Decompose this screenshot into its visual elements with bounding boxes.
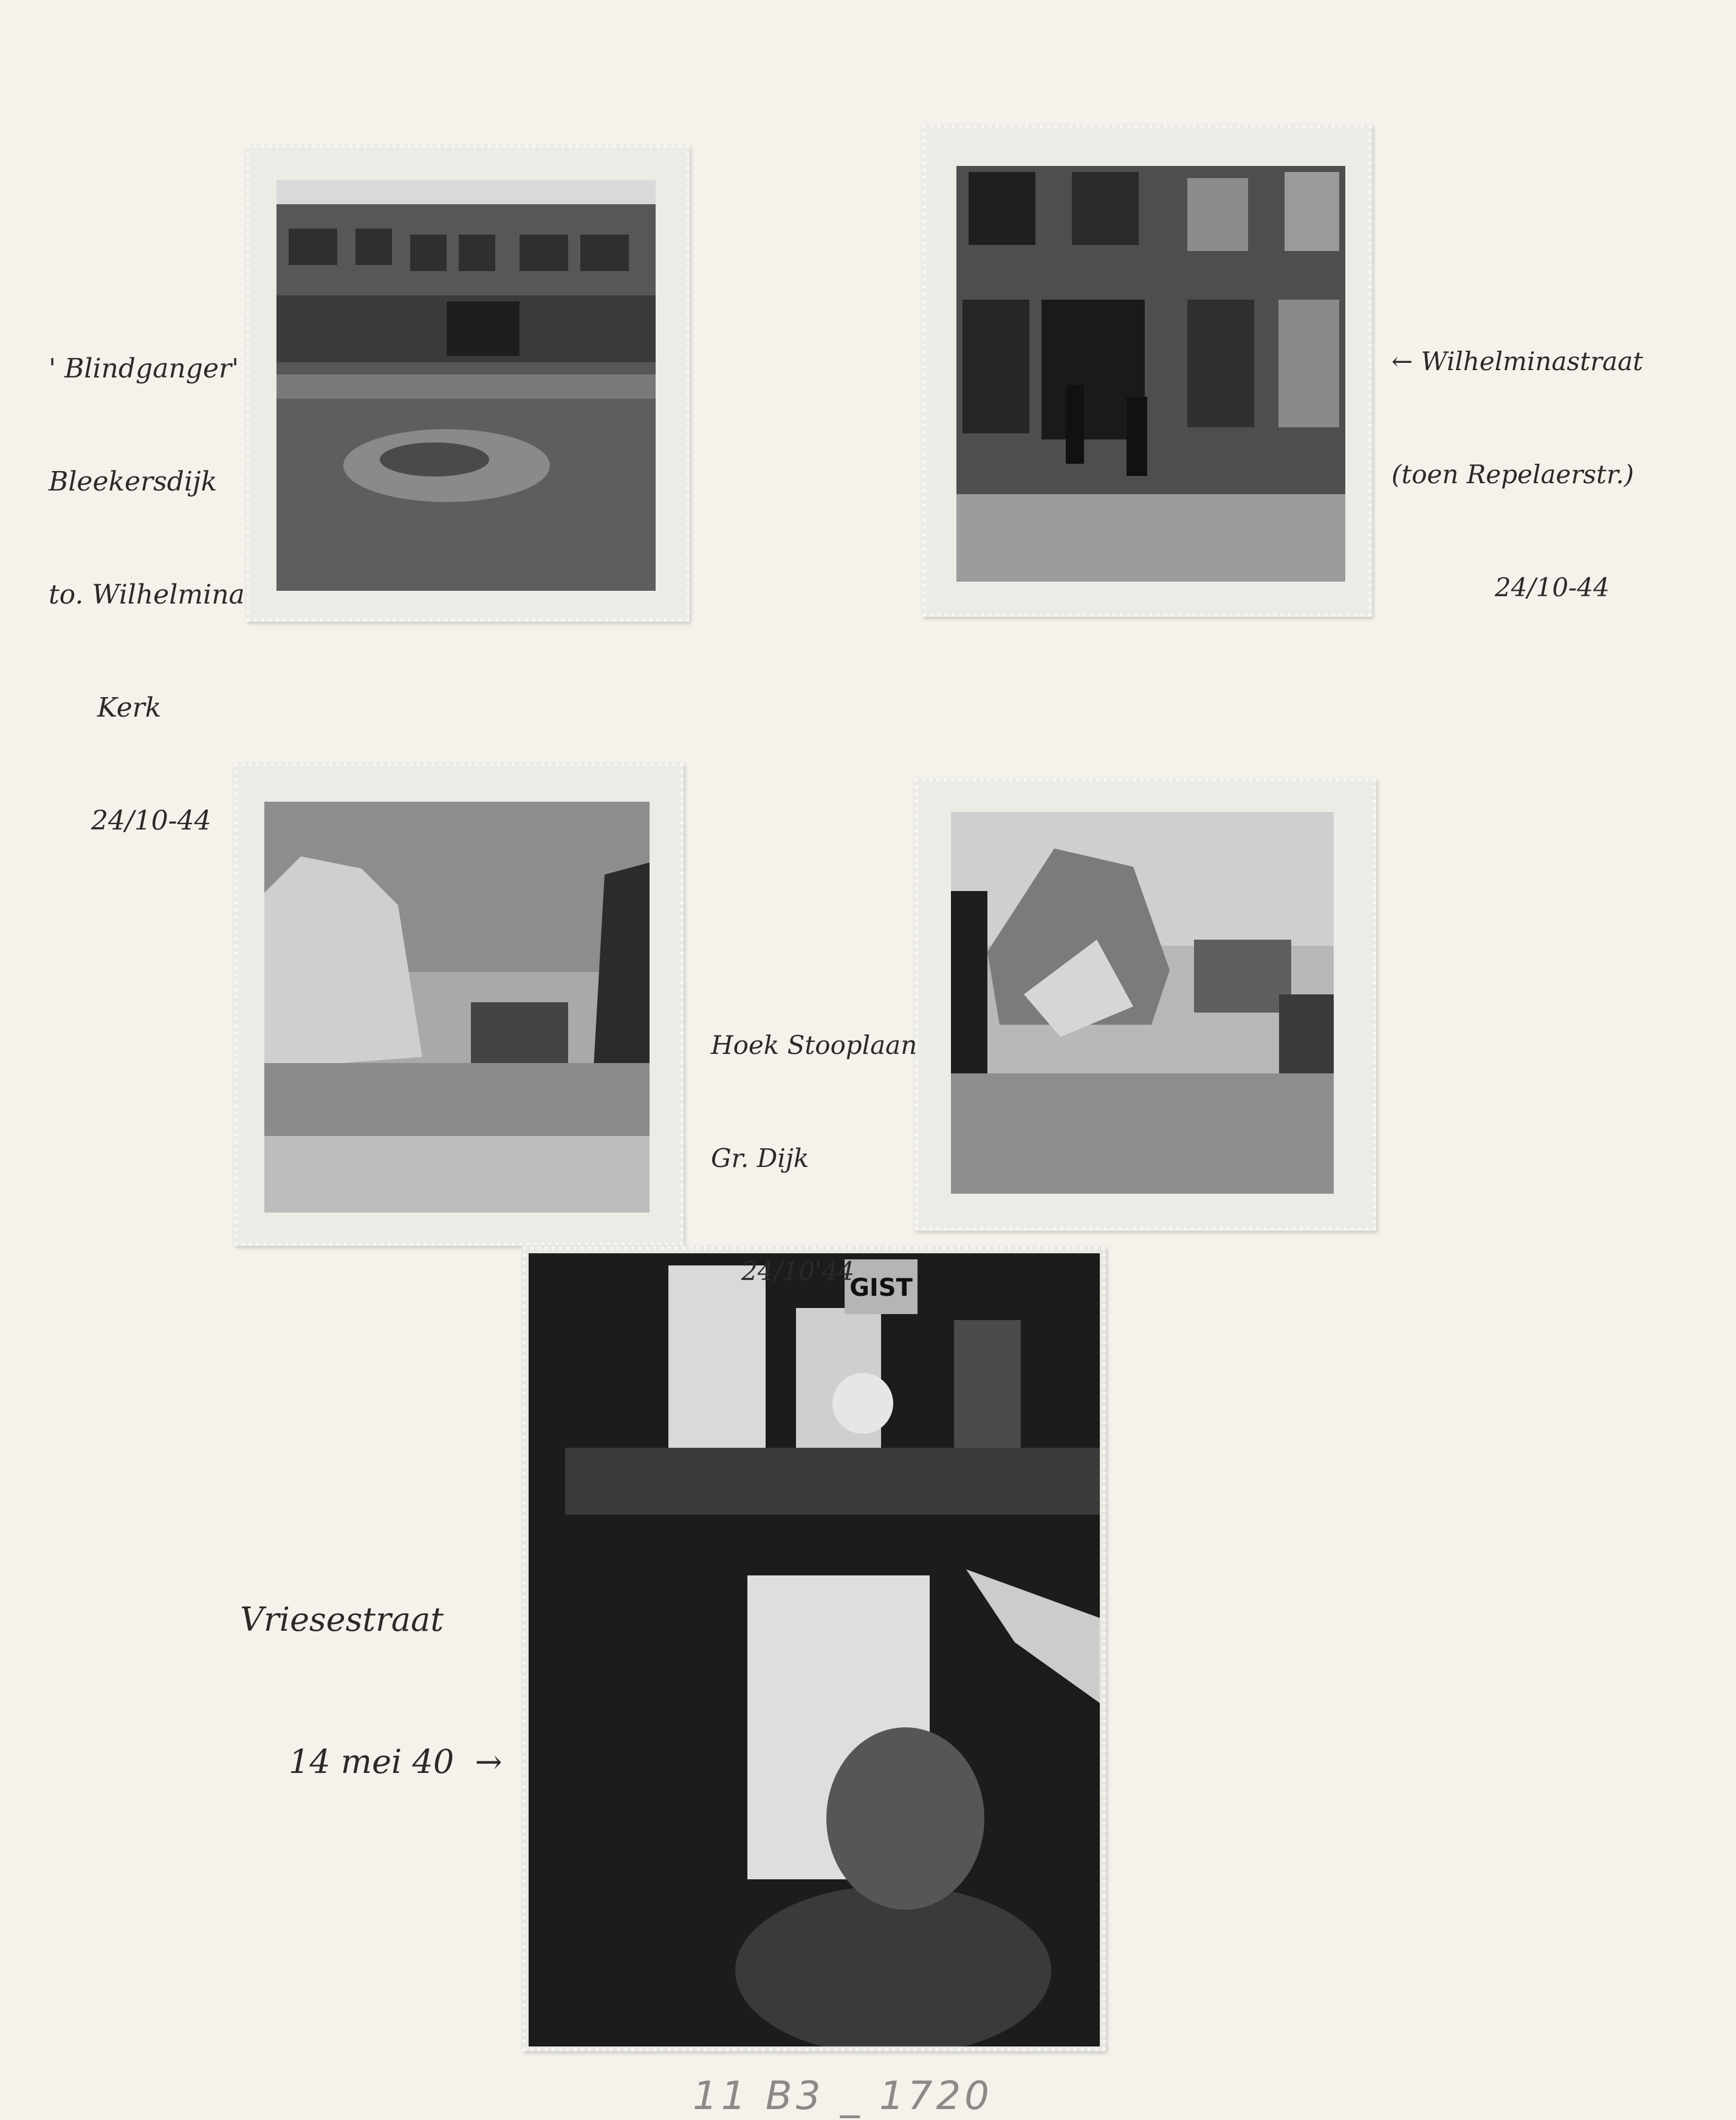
caption-line: 24/10'44	[741, 1256, 855, 1286]
photo-wilhelminastraat	[922, 125, 1372, 617]
inventory-number: 11 B3 _ 1720	[693, 2074, 993, 2119]
caption-line: Gr. Dijk	[711, 1143, 809, 1173]
caption-line: ' Blindganger'	[49, 353, 239, 384]
caption-line: to. Wilhelmina	[49, 579, 245, 610]
caption-line: 24/10-44	[91, 805, 211, 836]
photo-stooplaan-right-image	[951, 812, 1334, 1194]
photo-sign-gist: GIST	[849, 1274, 913, 1302]
caption-line: (toen Repelaerstr.)	[1391, 459, 1635, 489]
photo-wilhelminastraat-image	[956, 166, 1345, 582]
photo-vriesestraat	[523, 1246, 1106, 2051]
photo-blindganger-image	[276, 180, 656, 591]
photo-stooplaan-left	[234, 763, 684, 1246]
photo-stooplaan-left-image	[264, 802, 650, 1213]
caption-line: 14 mei 40 →	[289, 1743, 503, 1781]
caption-line: Kerk	[97, 692, 162, 723]
caption-vriesestraat	[240, 1501, 503, 1881]
photo-stooplaan-right	[914, 778, 1376, 1231]
caption-wilhelminastraat	[1391, 267, 1643, 682]
caption-stooplaan	[711, 951, 917, 1366]
photo-blindganger	[246, 145, 690, 622]
photo-vriesestraat-image	[529, 1253, 1100, 2046]
caption-line: 24/10-44	[1495, 573, 1610, 602]
caption-line: ← Wilhelminastraat	[1391, 346, 1643, 376]
caption-blindganger	[49, 275, 245, 915]
caption-line: Vriesestraat	[240, 1600, 444, 1639]
caption-line: Hoek Stooplaan	[711, 1030, 918, 1060]
caption-line: Bleekersdijk	[49, 466, 218, 497]
